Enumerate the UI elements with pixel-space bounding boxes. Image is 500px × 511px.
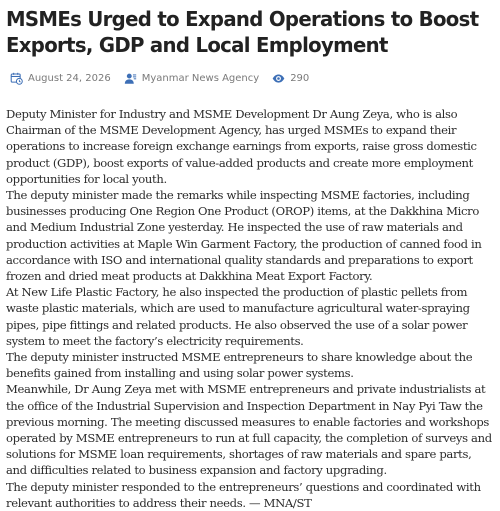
meta-author[interactable] [120, 72, 259, 85]
article-paragraph: The deputy minister instructed MSME entrepreneurs to share knowledge about the benefits gained from installing and using solar power systems. [6, 350, 473, 381]
article [6, 0, 494, 511]
meta-author-text: Myanmar News Agency [141, 72, 260, 84]
meta-views-text: 290 [290, 72, 310, 84]
article-paragraph: The deputy minister responded to the entrepreneurs’ questions and coordinated with relevant authorities to address their needs. — MNA/ST [6, 479, 481, 510]
article-body [6, 106, 494, 511]
eye-icon [272, 72, 285, 85]
article-paragraph: Meanwhile, Dr Aung Zeya met with MSME entrepreneurs and private industrialists at the office of the Industrial Supervision and Inspection Department in Nay Pyi Taw the previous morning. The meeting discussed measures to enable factories and workshops operated by MSME entrepreneurs to run at full capacity, the completion of surveys and solutions for MSME loan requirements, shortages of raw materials and spare parts, and difficulties related to business expansion and factory upgrading. [6, 382, 492, 478]
article-meta [6, 69, 494, 87]
article-paragraph: Deputy Minister for Industry and MSME Development Dr Aung Zeya, who is also Chairman of the MSME Development Agency, has urged MSMEs to expand their operations to increase foreign exchange earnings from exports, raise gross domestic product (GDP), boost exports of value-added products and create more employment opportunities for local youth. [6, 107, 477, 186]
article-title: MSMEs Urged to Expand Operations to Boost Exports, GDP and Local Employment [6, 7, 479, 57]
user-icon [124, 72, 137, 85]
article-paragraph: The deputy minister made the remarks while inspecting MSME factories, including businesses producing One Region One Product (OROP) items, at the Dakkhina Micro and Medium Industrial Zone yesterday. He inspected the use of raw materials and production activities at Maple Win Garment Factory, the production of canned food in accordance with ISO and international quality standards and preparations to export frozen and dried meat products at Dakkhina Meat Export Factory. [6, 188, 482, 284]
meta-date [6, 72, 111, 85]
meta-views [268, 72, 309, 85]
calendar-clock-icon [10, 72, 23, 85]
article-paragraph: At New Life Plastic Factory, he also inspected the production of plastic pellets from waste plastic materials, which are used to manufacture agricultural water-spraying pipes, pipe fittings and related products. He also observed the use of a solar power system to meet the factory’s electricity requirements. [6, 285, 470, 348]
meta-date-text: August 24, 2026 [28, 72, 111, 84]
